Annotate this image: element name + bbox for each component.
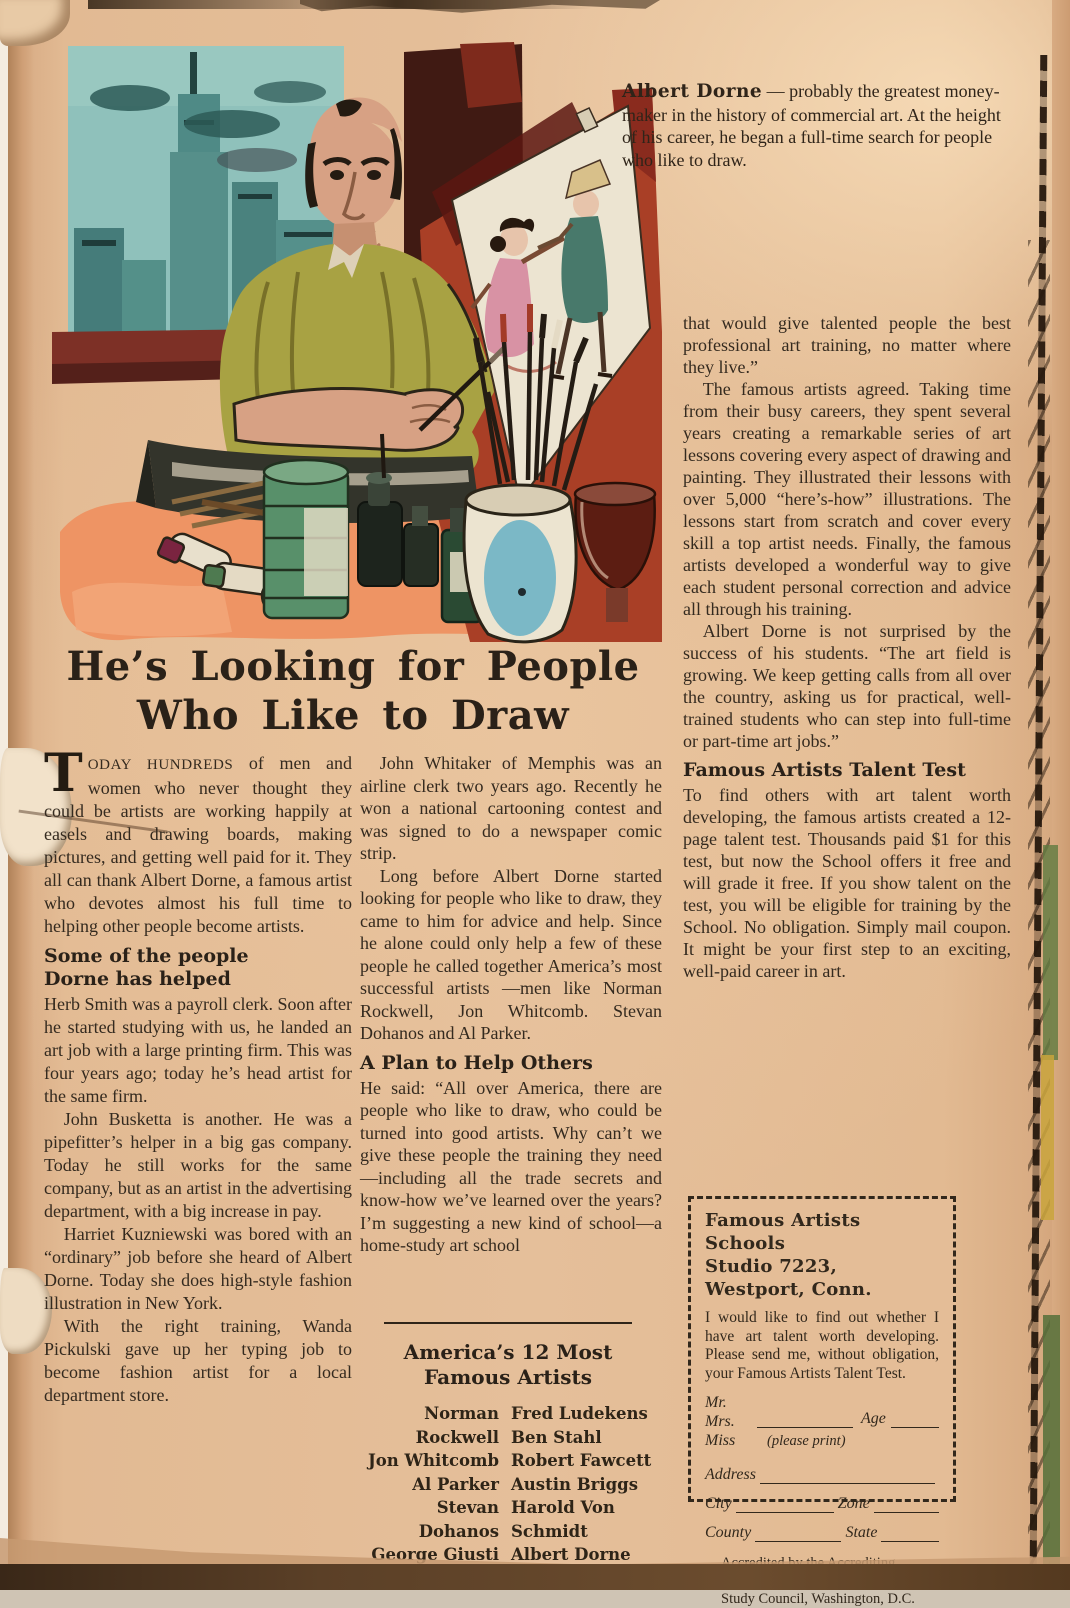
please-print-note: (please print) [767, 1433, 846, 1449]
city-zone-field [705, 1495, 939, 1513]
mail-coupon [688, 1196, 956, 1607]
label-address: Address [705, 1466, 756, 1483]
paint-tins [264, 460, 348, 618]
page-bottom-edge [0, 1564, 1070, 1590]
caption-name: Albert Dorne [622, 81, 763, 102]
artist-name: Norman Rockwell [415, 1404, 499, 1447]
famous-artists-title: America’s 12 Most Famous Artists [403, 1340, 613, 1389]
paragraph-harriet: Harriet Kuzniewski was bored with an “ordinary” job before she heard of Albert Dorne. Today she does high-style fashion illustration in New York. [44, 1224, 352, 1313]
artists-list-right [511, 1402, 664, 1590]
label-age: Age [861, 1410, 886, 1427]
paragraph-continuation: that would give talented people the best professional art training, no matter where they live.” [683, 313, 1011, 377]
label-state: State [845, 1524, 878, 1541]
subhead-plan: A Plan to Help Others [360, 1051, 593, 1074]
headline [58, 642, 648, 740]
famous-artists-block [352, 1322, 664, 1590]
drop-cap: T [44, 743, 83, 804]
accreditation-note: Study Council, Washington, D.C. [721, 1591, 915, 1607]
artist-name: George Giusti [371, 1545, 499, 1564]
artist-name: Ben Stahl [511, 1427, 602, 1447]
zone-blank-line [874, 1512, 939, 1513]
artist-name: Stevan Dohanos [418, 1498, 499, 1541]
paragraph-john-busketta: John Busketta is another. He was a pipefitter’s helper in a big gas company. Today he still works for the same company, but as an artist in the advertising department, with a big increase in pay. [44, 1109, 352, 1221]
city-blank-line [736, 1512, 834, 1513]
label-miss: Miss [705, 1432, 736, 1449]
next-page-color-yellow [1041, 1055, 1054, 1220]
paragraph-long-before: Long before Albert Dorne started looking for people who like to draw, they came to him for advice and help. Since he alone could only help a few of these people he called together America’s most successful artists —men like Norman Rockwell, Jon Whitcomb. Stevan Dohanos and Al Parker. [360, 865, 662, 1043]
address-field [705, 1466, 939, 1484]
caption-text: — probably the greatest money-maker in the history of commercial art. At the height of his career, he began a full-time search for people who like to draw. [622, 81, 1001, 170]
headline-line-2: Who Like to Draw [136, 692, 570, 739]
photo-caption [622, 80, 1020, 171]
subhead-people-helped: Some of the people Dorne has helped [44, 945, 249, 990]
paragraph-whitaker: John Whitaker of Memphis was an airline clerk two years ago. Recently he won a national cartooning contest and was signed to do a newspaper comic strip. [360, 753, 662, 863]
label-city: City [705, 1495, 732, 1512]
paragraph-artists-agreed: The famous artists agreed. Taking time from their busy careers, they spent several years creating a remarkable series of art lessons covering every aspect of drawing and painting. They illustrated their lessons with over 5,000 “here’s-how” illustrations. The lessons start from scratch and cover every skill a top artist needs. Finally, the famous artists developed a wonderful way to give each student personal correction and advice all through his training. [683, 379, 1011, 619]
albert-dorne-illustration [52, 32, 664, 646]
paragraph-herb-smith: Herb Smith was a payroll clerk. Soon after he started studying with us, he landed an art job with a large printing firm. This was four years ago; today he’s head artist for the same firm. [44, 994, 352, 1106]
name-field [705, 1393, 939, 1455]
paragraph-plan: He said: “All over America, there are people who like to draw, who could be turned into good artists. Why can’t we give these people the training they need—including all the trade secrets and know-how we’ve learned over the years? I’m suggesting a new kind of school—a home-study art school [360, 1077, 662, 1255]
label-mrs: Mrs. [705, 1413, 735, 1430]
artist-name: Fred Ludekens [511, 1404, 648, 1423]
label-mr: Mr. [705, 1394, 727, 1411]
column-right [683, 312, 1011, 982]
headline-line-1: He’s Looking for People [66, 643, 640, 690]
paragraph-wanda: With the right training, Wanda Pickulski gave up her typing job to become fashion artist for a local department store. [44, 1316, 352, 1405]
artist-name: Austin Briggs [511, 1474, 638, 1494]
artist-name: Jon Whitcomb [367, 1451, 499, 1470]
name-blank-line [757, 1427, 853, 1428]
age-blank-line [891, 1427, 939, 1428]
subhead-talent-test: Famous Artists Talent Test [683, 759, 966, 781]
column-left [44, 743, 352, 1407]
divider-rule [384, 1322, 632, 1324]
label-zone: Zone [837, 1495, 870, 1512]
intro-paragraph: TODAY HUNDREDS of men and women who never thought they could be artists are working happily at easels and drawing boards, making pictures, and getting well paid for it. They all can thank Albert Dorne, a famous artist who devotes almost his full time to helping other people become artists. [44, 743, 352, 936]
artist-name: Al Parker [412, 1474, 499, 1494]
next-page-color-green [1043, 845, 1058, 1060]
column-middle [360, 752, 662, 1257]
artist-name: Harold Von Schmidt [511, 1498, 615, 1541]
paragraph-not-surprised: Albert Dorne is not surprised by the success of his students. “The art field is growing. We keep getting calls from all over the country, asking us for practical, well-trained students who can step into full-time or part-time art jobs.” [683, 621, 1011, 751]
label-county: County [705, 1524, 752, 1541]
county-blank-line [755, 1541, 841, 1542]
artist-name: Robert Fawcett [511, 1451, 652, 1470]
state-blank-line [881, 1541, 939, 1542]
paragraph-talent-test: To find others with art talent worth developing, the famous artists created a 12-page talent test. Thousands paid $1 for this test, but now the School offers it free and will grade it free. If you show talent on the test, you will be eligible for training by the School. No obligation. Simply mail coupon. It might be your first step to an exciting, well-paid career in art. [683, 785, 1011, 981]
address-blank-line [760, 1483, 935, 1484]
intro-lead: ODAY HUNDREDS [87, 757, 234, 773]
county-state-field [705, 1524, 939, 1542]
next-page-color-green-2 [1043, 1315, 1060, 1565]
coupon-school-address: Famous Artists Schools Studio 7223, Westport, Conn. [705, 1210, 872, 1300]
coupon-request-text: I would like to find out whether I have art talent worth developing. Please send me, without obligation, your Famous Artists Talent Test. [705, 1309, 939, 1382]
artist-name: Albert Dorne [511, 1545, 631, 1564]
